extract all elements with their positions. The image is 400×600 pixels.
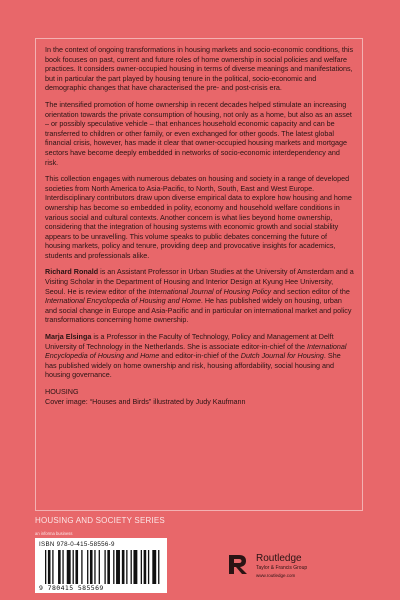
barcode-bar	[131, 550, 132, 584]
blurb-paragraph-3: This collection engages with numerous debates on housing and society in a range of developed societies from North America to Asia-Pacific, to North, South, East and West Europe. Interdisciplinary contributors draw upon diverse empirical data to explore how housing and home ownership has become so embedded in polity, economy and household welfare conditions in various social and cultural contexts. Another concern is what lies beyond home ownership, considering that the integration of housing systems with economic growth and social stability appears to be unravelling. This volume speaks to public debates concerning the future of housing markets, policy and tenure, providing deep and provocative insights for academics, students and professionals alike.	[45, 174, 352, 260]
publisher-group: Taylor & Francis Group	[256, 565, 308, 571]
barcode-bar	[58, 550, 61, 584]
barcode-digits: 9 780415 585569	[39, 584, 104, 592]
isbn-number: ISBN 978-0-415-58556-9	[39, 541, 115, 548]
barcode-bar	[133, 550, 137, 584]
journal-title: International Journal of Housing Policy	[148, 286, 272, 296]
barcode-bar	[90, 550, 93, 584]
barcode-bar	[104, 550, 105, 584]
barcode-bar	[99, 550, 100, 584]
barcode-bar	[75, 550, 78, 584]
barcode-bar	[152, 550, 156, 584]
barcode-bar	[141, 550, 142, 584]
author-name: Richard Ronald	[45, 267, 99, 277]
journal-title: International Encyclopedia of Housing and Home	[45, 296, 201, 306]
barcode-bar	[81, 550, 82, 584]
barcode-bar	[122, 550, 125, 584]
barcode-bar	[148, 550, 149, 584]
subject-category: HOUSING	[45, 387, 79, 396]
author-name: Marja Elsinga	[45, 332, 92, 342]
isbn-barcode	[35, 538, 167, 593]
series-title: HOUSING AND SOCIETY SERIES	[35, 516, 165, 525]
barcode-bar	[116, 550, 120, 584]
barcode-bar	[62, 550, 63, 584]
barcode-bar	[45, 550, 46, 584]
barcode-bar	[126, 550, 127, 584]
journal-title: Dutch Journal for Housing	[240, 351, 324, 361]
back-cover-text-panel	[35, 38, 363, 511]
author-bio-elsinga: Marja Elsinga is a Professor in the Faculty of Technology, Policy and Management at Delft University of Technology in the Netherlands. She is associate editor-in-chief of the International Encyclopedia of Housing and Home and editor-in-chief of the Dutch Journal for Housing. She has published widely on home ownership and risk, housing affordability, social housing and housing governance.	[45, 332, 347, 380]
routledge-logo-icon	[226, 551, 252, 577]
barcode-bar	[158, 550, 159, 584]
barcode-bar	[94, 550, 95, 584]
barcode-bar	[87, 550, 88, 584]
barcode-bar	[107, 550, 110, 584]
publisher-name: Routledge	[256, 553, 302, 564]
barcode-bar	[48, 550, 51, 584]
cover-image-credit: Cover image: “Houses and Birds” illustrated by Judy Kaufmann	[45, 396, 246, 406]
journal-title: International Encyclopedia of Housing and Home	[45, 341, 347, 361]
barcode-bar	[73, 550, 74, 584]
barcode-icon	[45, 550, 161, 584]
publisher-logo-block	[226, 551, 366, 587]
informa-tagline: an informa business	[35, 531, 73, 536]
barcode-bar	[52, 550, 53, 584]
author-bio-ronald: Richard Ronald is an Assistant Professor in Urban Studies at the University of Amsterdam and a Visiting Scholar in the Department of Housing and Interior Design at Kyung Hee University, Seoul. He is review editor of the International Journal of Housing Policy and section editor of the International Encyclopedia of Housing and Home. He has published widely on housing, urban and social change in Europe and Asia-Pacific and in particular on international market and policy transformations concerning home ownership.	[45, 267, 354, 325]
blurb-paragraph-2: The intensified promotion of home ownership in recent decades helped stimulate an increasing orientation towards the private consumption of housing, not only as a home, but also as an asset – or possibly speculative vehicle – that enhances household economic capacity and can be transferred to children or other family, or even exchanged for other goods. The latest global financial crisis, however, has made it clear that owner-occupied housing markets and mortgage sectors have become deeply embedded in networks of socio-economic interdependency and risk.	[45, 99, 352, 167]
barcode-bar	[113, 550, 114, 584]
barcode-bar	[144, 550, 147, 584]
blurb-paragraph-1: In the context of ongoing transformations in housing markets and socio-economic conditions, this book focuses on past, current and future roles of home ownership in social policies and welfare practices. It considers owner-occupied housing in terms of diverse meanings and manifestations, but in particular the part played by housing tenure in the political, socio-economic and demographic changes that have characterised the pre- and post-crisis era.	[45, 45, 354, 93]
publisher-url[interactable]: www.routledge.com	[256, 573, 296, 578]
barcode-bar	[67, 550, 71, 584]
